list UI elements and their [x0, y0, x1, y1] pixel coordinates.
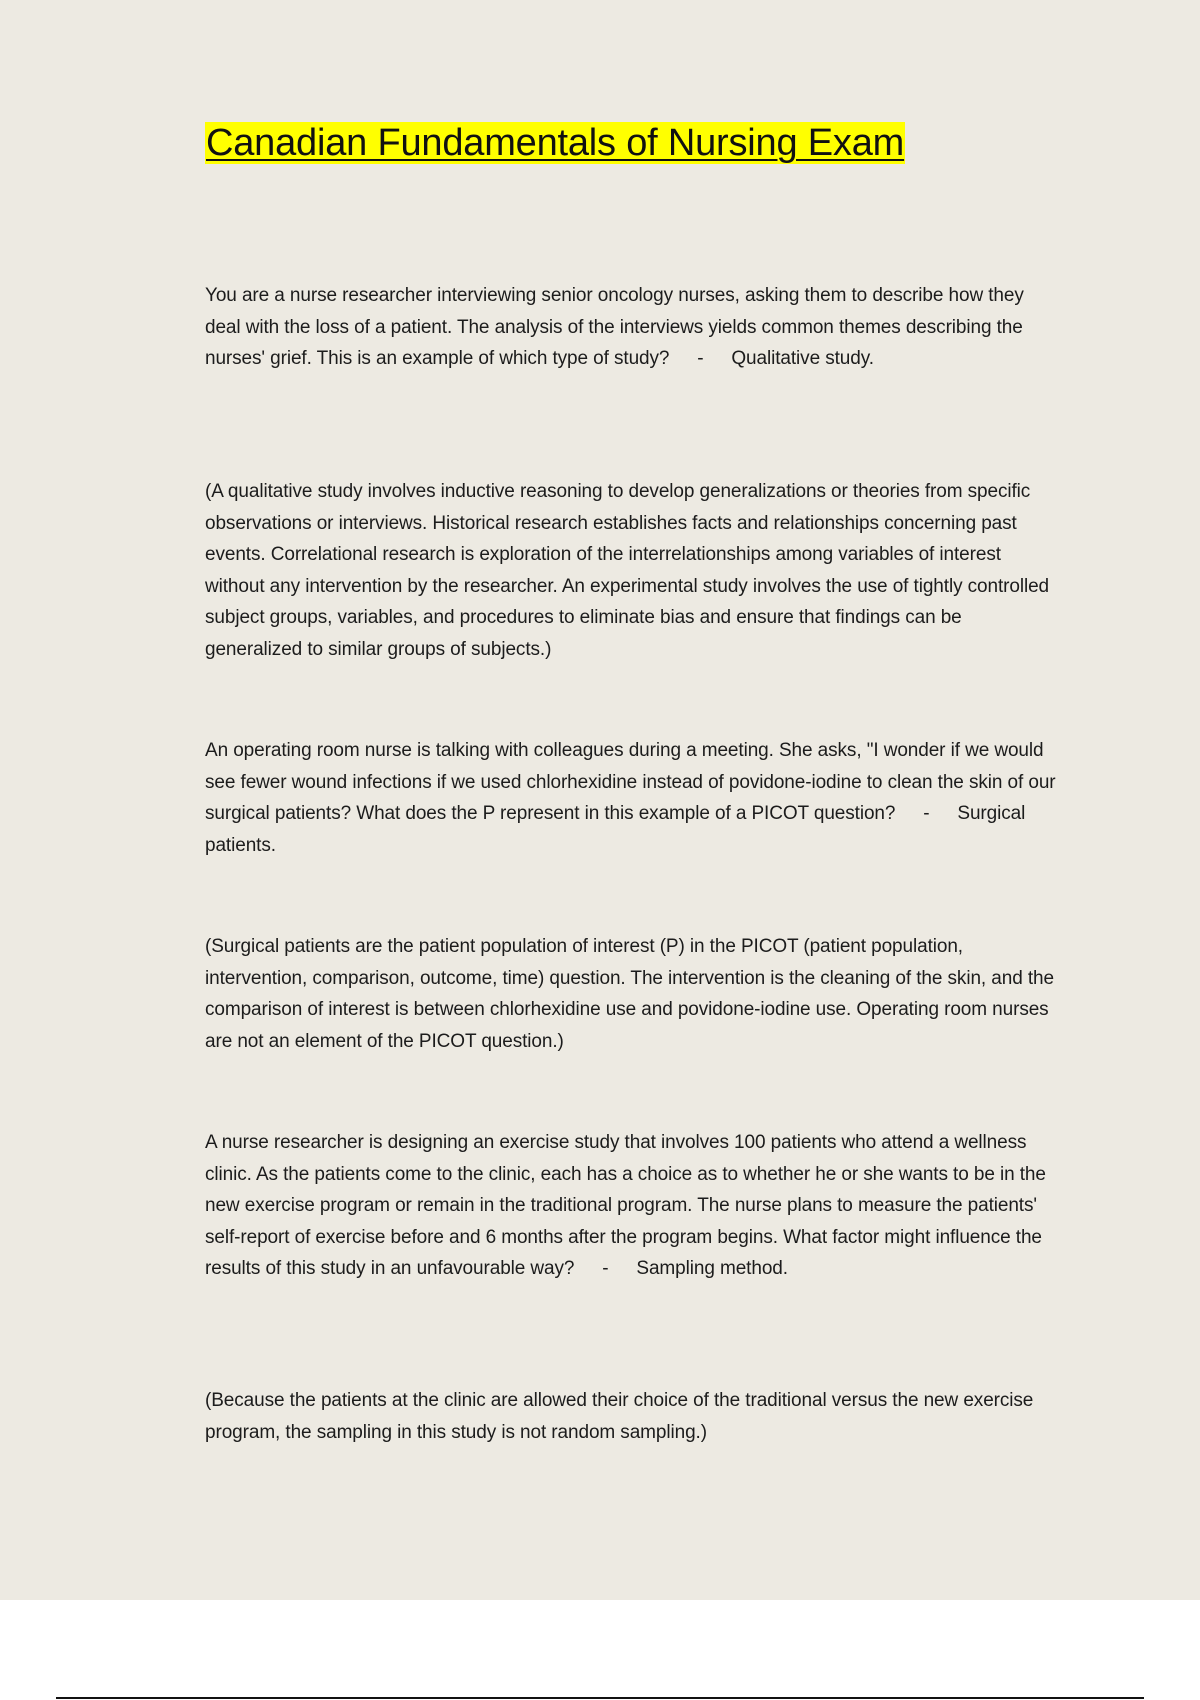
answer-2-text: Surgical patients. [205, 803, 1026, 856]
question-2-text: An operating room nurse is talking with colleagues during a meeting. She asks, "I wonder if we would see fewer wound infections if we used chlorhexidine instead of povidone-iodine to clean the skin of our surgical patients? What does the P represent in this example of a PICOT question? [205, 740, 1056, 824]
document-title [205, 118, 905, 168]
answer-3-text: Sampling method. [636, 1258, 788, 1279]
question-1-text: You are a nurse researcher interviewing senior oncology nurses, asking them to describe how they deal with the loss of a patient. The analysis of the interviews yields common themes describing the nurses' grief. This is an example of which type of study? [205, 285, 1024, 369]
rationale-2: (Surgical patients are the patient population of interest (P) in the PICOT (patient population, intervention, comparison, outcome, time) question. The intervention is the cleaning of the skin, and the comparison of interest is between chlorhexidine use and povidone-iodine use. Operating room nurses are not an element of the PICOT question.) [205, 936, 1054, 1052]
question-3-text: A nurse researcher is designing an exercise study that involves 100 patients who attend a wellness clinic. As the patients come to the clinic, each has a choice as to whether he or she wants to be in the new exercise program or remain in the traditional program. The nurse plans to measure the patients' self-report of exercise before and 6 months after the program begins. What factor might influence the results of this study in an unfavourable way? [205, 1132, 1046, 1279]
answer-1-text: Qualitative study. [731, 348, 874, 369]
rationale-3: (Because the patients at the clinic are allowed their choice of the traditional versus the new exercise program, the sampling in this study is not random sampling.) [205, 1390, 1034, 1443]
question-2 [205, 735, 1060, 861]
title-highlight: Canadian Fundamentals of Nursing Exam [206, 122, 905, 164]
answer-2-separator: - [923, 803, 930, 824]
answer-3-separator: - [602, 1258, 609, 1279]
rationale-1: (A qualitative study involves inductive reasoning to develop generalizations or theories from specific observations or interviews. Historical research establishes facts and relationships concerning past events. Correlational research is exploration of the interrelationships among variables of interest without any intervention by the researcher. An experimental study involves the use of tightly controlled subject groups, variables, and procedures to eliminate bias and ensure that findings can be generalized to similar groups of subjects.) [205, 481, 1050, 660]
answer-1-separator: - [697, 348, 704, 369]
question-3 [205, 1127, 1060, 1285]
footer-divider [56, 1697, 1144, 1699]
question-1 [205, 280, 1060, 375]
